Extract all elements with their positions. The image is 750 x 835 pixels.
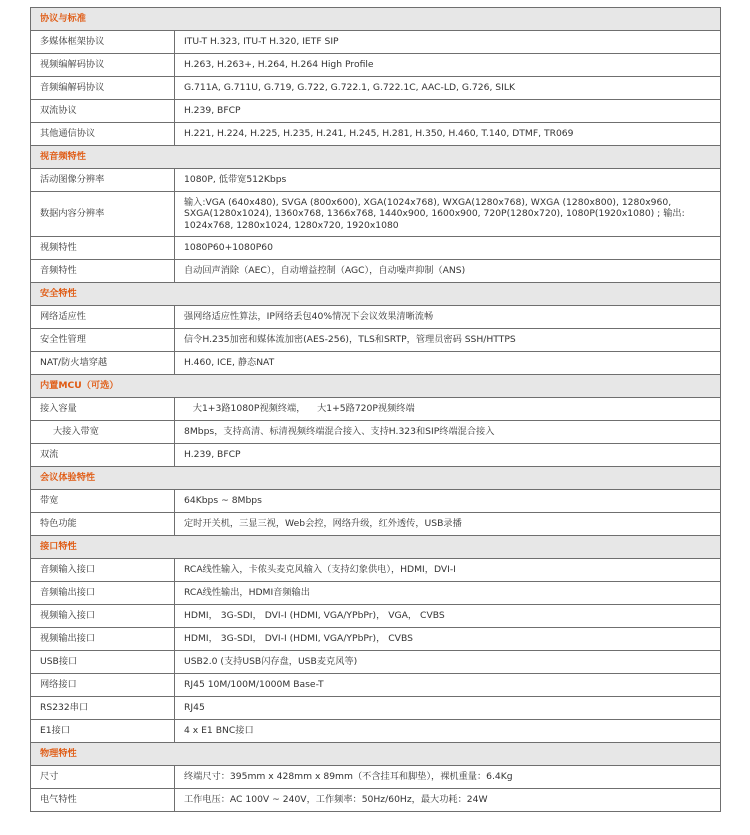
row-label: E1接口 [31,720,175,743]
row-value: 8Mbps，支持高清、标清视频终端混合接入、支持H.323和SIP终端混合接入 [175,421,721,444]
row-value: 输入:VGA (640x480), SVGA (800x600), XGA(1024x768), WXGA(1280x768), WXGA (1280x800), 1280x960, SXGA(1280x1024), 1360x768, 1366x768, 1440x900, 1600x900, 720P(1280x720), 1080P(1920x1080) ; 输出: 1024x768, 1280x1024, 1280x720, 1920x1080 [175,192,721,237]
table-row [31,444,721,467]
row-value: G.711A, G.711U, G.719, G.722, G.722.1, G.722.1C, AAC-LD, G.726, SILK [175,77,721,100]
row-value: H.263, H.263+, H.264, H.264 High Profile [175,54,721,77]
row-value: H.239, BFCP [175,100,721,123]
row-value: 1080P, 低带宽512Kbps [175,169,721,192]
row-value: 信令H.235加密和媒体流加密(AES-256)，TLS和SRTP，管理员密码 SSH/HTTPS [175,329,721,352]
table-row [31,31,721,54]
spec-table [30,7,721,812]
row-value: 定时开关机，三显三视，Web会控，网络升级，红外透传，USB录播 [175,513,721,536]
table-row [31,398,721,421]
row-label: USB接口 [31,651,175,674]
table-row [31,260,721,283]
row-label: 接入容量 [31,398,175,421]
table-row [31,720,721,743]
row-label: 视频输出接口 [31,628,175,651]
table-row [31,674,721,697]
row-value: RCA线性输入，卡侬头麦克风输入（支持幻象供电），HDMI，DVI-I [175,559,721,582]
row-label: 音频输入接口 [31,559,175,582]
row-label: 视频输入接口 [31,605,175,628]
row-value: HDMI， 3G-SDI， DVI-I (HDMI, VGA/YPbPr)， VGA， CVBS [175,605,721,628]
row-label: 数据内容分辨率 [31,192,175,237]
row-label: 安全性管理 [31,329,175,352]
table-row [31,789,721,812]
row-value: H.221, H.224, H.225, H.235, H.241, H.245, H.281, H.350, H.460, T.140, DTMF, TR069 [175,123,721,146]
row-label: 特色功能 [31,513,175,536]
row-value: H.460, ICE, 静态NAT [175,352,721,375]
table-row [31,582,721,605]
section-header [31,743,721,766]
section-title: 协议与标准 [31,8,721,31]
section-header [31,467,721,490]
row-value: 大1+3路1080P视频终端， 大1+5路720P视频终端 [175,398,721,421]
row-label: 双流 [31,444,175,467]
row-value: RJ45 10M/100M/1000M Base-T [175,674,721,697]
row-label: 音频特性 [31,260,175,283]
row-label: 音频编解码协议 [31,77,175,100]
table-row [31,100,721,123]
table-row [31,54,721,77]
table-row [31,766,721,789]
section-title: 内置MCU（可选） [31,375,721,398]
table-row [31,697,721,720]
section-header [31,8,721,31]
row-label: 电气特性 [31,789,175,812]
section-title: 接口特性 [31,536,721,559]
table-row [31,237,721,260]
table-row [31,77,721,100]
table-row [31,123,721,146]
row-value: RCA线性输出，HDMI音频输出 [175,582,721,605]
row-label: 音频输出接口 [31,582,175,605]
row-label: 双流协议 [31,100,175,123]
table-row [31,628,721,651]
table-row [31,559,721,582]
table-row [31,651,721,674]
row-label: 其他通信协议 [31,123,175,146]
table-row [31,352,721,375]
table-row [31,329,721,352]
row-value: 工作电压：AC 100V ~ 240V，工作频率：50Hz/60Hz，最大功耗：24W [175,789,721,812]
row-value: H.239, BFCP [175,444,721,467]
row-label: 网络适应性 [31,306,175,329]
row-value: USB2.0 (支持USB闪存盘，USB麦克风等) [175,651,721,674]
section-title: 物理特性 [31,743,721,766]
row-value: 终端尺寸：395mm x 428mm x 89mm（不含挂耳和脚垫），裸机重量：6.4Kg [175,766,721,789]
row-value: RJ45 [175,697,721,720]
row-value: 4 x E1 BNC接口 [175,720,721,743]
section-title: 会议体验特性 [31,467,721,490]
table-row [31,306,721,329]
table-row [31,169,721,192]
row-value: HDMI， 3G-SDI， DVI-I (HDMI, VGA/YPbPr)， CVBS [175,628,721,651]
row-label: 大接入带宽 [31,421,175,444]
section-header [31,375,721,398]
row-label: 视频特性 [31,237,175,260]
table-row [31,605,721,628]
row-value: ITU-T H.323, ITU-T H.320, IETF SIP [175,31,721,54]
row-value: 强网络适应性算法，IP网络丢包40%情况下会议效果清晰流畅 [175,306,721,329]
section-header [31,146,721,169]
row-value: 64Kbps ~ 8Mbps [175,490,721,513]
section-title: 安全特性 [31,283,721,306]
row-label: 网络接口 [31,674,175,697]
section-header [31,536,721,559]
section-title: 视音频特性 [31,146,721,169]
table-row [31,421,721,444]
table-row [31,192,721,237]
row-label: NAT/防火墙穿越 [31,352,175,375]
row-label: 带宽 [31,490,175,513]
row-label: RS232串口 [31,697,175,720]
section-header [31,283,721,306]
row-value: 自动回声消除（AEC），自动增益控制（AGC），自动噪声抑制（ANS) [175,260,721,283]
row-label: 多媒体框架协议 [31,31,175,54]
table-row [31,513,721,536]
row-value: 1080P60+1080P60 [175,237,721,260]
row-label: 尺寸 [31,766,175,789]
row-label: 视频编解码协议 [31,54,175,77]
table-row [31,490,721,513]
row-label: 活动图像分辨率 [31,169,175,192]
